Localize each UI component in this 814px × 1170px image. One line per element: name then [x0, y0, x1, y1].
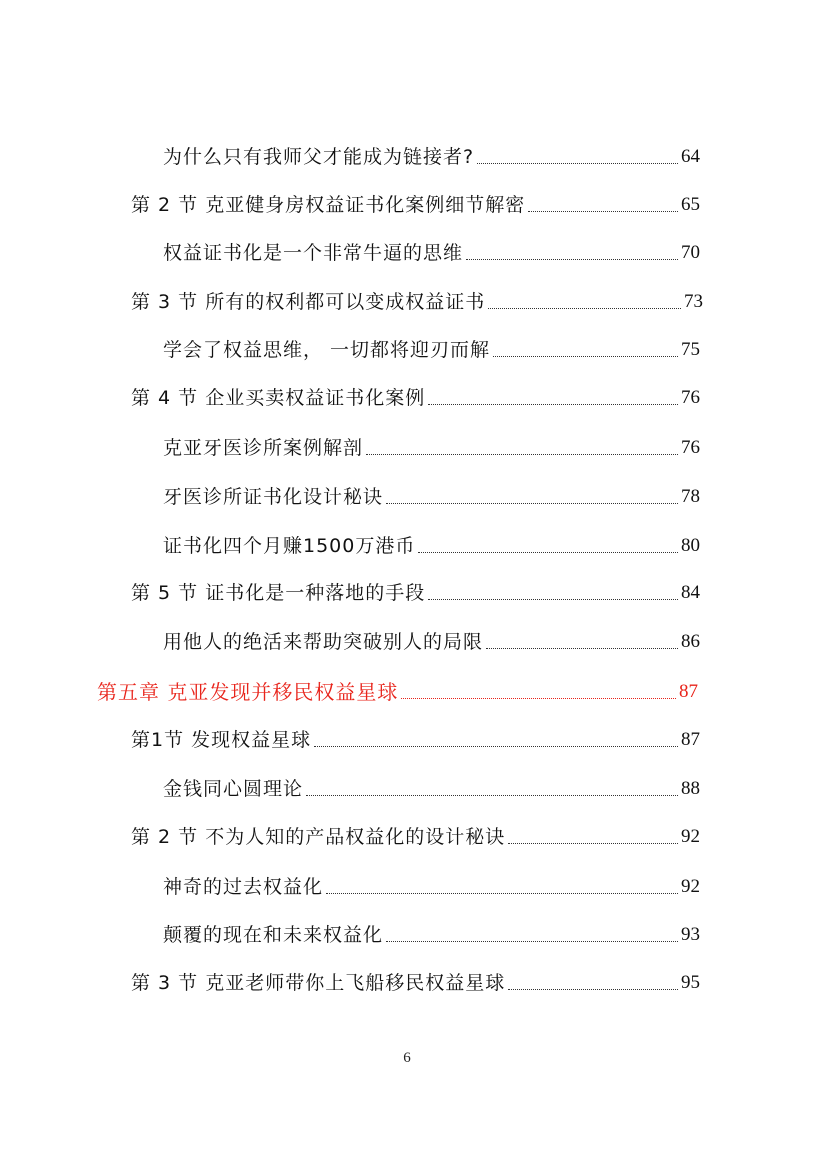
toc-entry-page: 73 — [684, 291, 703, 312]
toc-entry[interactable] — [131, 820, 700, 850]
toc-entry-title: 第 2 节 克亚健身房权益证书化案例细节解密 — [131, 194, 526, 216]
dot-leader — [314, 746, 678, 747]
dot-leader — [326, 893, 678, 894]
dot-leader — [486, 648, 678, 649]
dot-leader — [428, 599, 678, 600]
dot-leader — [477, 163, 678, 164]
toc-entry[interactable] — [163, 236, 700, 266]
toc-entry-page: 76 — [681, 437, 700, 458]
toc-entry[interactable] — [163, 140, 700, 170]
toc-entry-title: 权益证书化是一个非常牛逼的思维 — [163, 242, 464, 264]
toc-entry[interactable] — [163, 772, 700, 802]
toc-entry-page: 80 — [681, 535, 700, 556]
toc-entry-page: 86 — [681, 631, 700, 652]
toc-entry-title: 克亚牙医诊所案例解剖 — [163, 437, 364, 459]
toc-entry-page: 65 — [681, 194, 700, 215]
toc-entry[interactable] — [131, 188, 700, 218]
dot-leader — [306, 795, 678, 796]
dot-leader — [418, 552, 678, 553]
toc-chapter-entry[interactable] — [97, 675, 698, 705]
dot-leader — [401, 698, 676, 699]
toc-entry-title: 第 3 节 所有的权利都可以变成权益证书 — [131, 291, 486, 313]
toc-entry-page: 78 — [681, 486, 700, 507]
toc-entry-title: 证书化四个月赚1500万港币 — [163, 535, 416, 557]
toc-entry-page: 64 — [681, 146, 700, 167]
toc-entry[interactable] — [131, 966, 700, 996]
toc-entry-title: 第 3 节 克亚老师带你上飞船移民权益星球 — [131, 972, 506, 994]
toc-entry-title: 为什么只有我师父才能成为链接者? — [163, 146, 475, 168]
toc-entry-page: 88 — [681, 778, 700, 799]
dot-leader — [466, 259, 678, 260]
toc-entry-title: 第 2 节 不为人知的产品权益化的设计秘诀 — [131, 826, 506, 848]
toc-entry-title: 第 5 节 证书化是一种落地的手段 — [131, 582, 426, 604]
toc-entry-title: 学会了权益思维， 一切都将迎刃而解 — [163, 339, 491, 361]
toc-entry-page: 92 — [681, 826, 700, 847]
toc-entry-page: 70 — [681, 242, 700, 263]
toc-entry[interactable] — [163, 870, 700, 900]
toc-entry-title: 金钱同心圆理论 — [163, 778, 304, 800]
toc-entry[interactable] — [163, 918, 700, 948]
toc-entry-page: 93 — [681, 924, 700, 945]
toc-entry-title: 用他人的绝活来帮助突破别人的局限 — [163, 631, 484, 653]
toc-entry-title: 神奇的过去权益化 — [163, 876, 324, 898]
toc-entry[interactable] — [131, 381, 700, 411]
toc-entry[interactable] — [163, 625, 700, 655]
toc-entry-title: 第 4 节 企业买卖权益证书化案例 — [131, 387, 426, 409]
dot-leader — [366, 454, 678, 455]
toc-entry-title: 第五章 克亚发现并移民权益星球 — [97, 680, 399, 704]
toc-entry-page: 75 — [681, 339, 700, 360]
dot-leader — [386, 503, 678, 504]
toc-entry[interactable] — [131, 723, 700, 753]
toc-entry[interactable] — [131, 576, 700, 606]
toc-entry-page: 87 — [679, 681, 698, 702]
toc-entry[interactable] — [163, 480, 700, 510]
dot-leader — [528, 211, 678, 212]
dot-leader — [493, 356, 678, 357]
toc-entry[interactable] — [163, 529, 700, 559]
page-number: 6 — [403, 1050, 411, 1066]
toc-entry-title: 牙医诊所证书化设计秘诀 — [163, 486, 384, 508]
toc-entry-page: 87 — [681, 729, 700, 750]
toc-entry-title: 第1节 发现权益星球 — [131, 729, 312, 751]
dot-leader — [386, 941, 678, 942]
dot-leader — [488, 308, 681, 309]
toc-entry-title: 颠覆的现在和未来权益化 — [163, 924, 384, 946]
toc-entry-page: 84 — [681, 582, 700, 603]
dot-leader — [508, 989, 678, 990]
dot-leader — [428, 404, 678, 405]
toc-entry[interactable] — [163, 333, 700, 363]
dot-leader — [508, 843, 678, 844]
toc-entry[interactable] — [131, 285, 703, 315]
toc-entry[interactable] — [163, 431, 700, 461]
toc-entry-page: 95 — [681, 972, 700, 993]
toc-entry-page: 76 — [681, 387, 700, 408]
toc-entry-page: 92 — [681, 876, 700, 897]
